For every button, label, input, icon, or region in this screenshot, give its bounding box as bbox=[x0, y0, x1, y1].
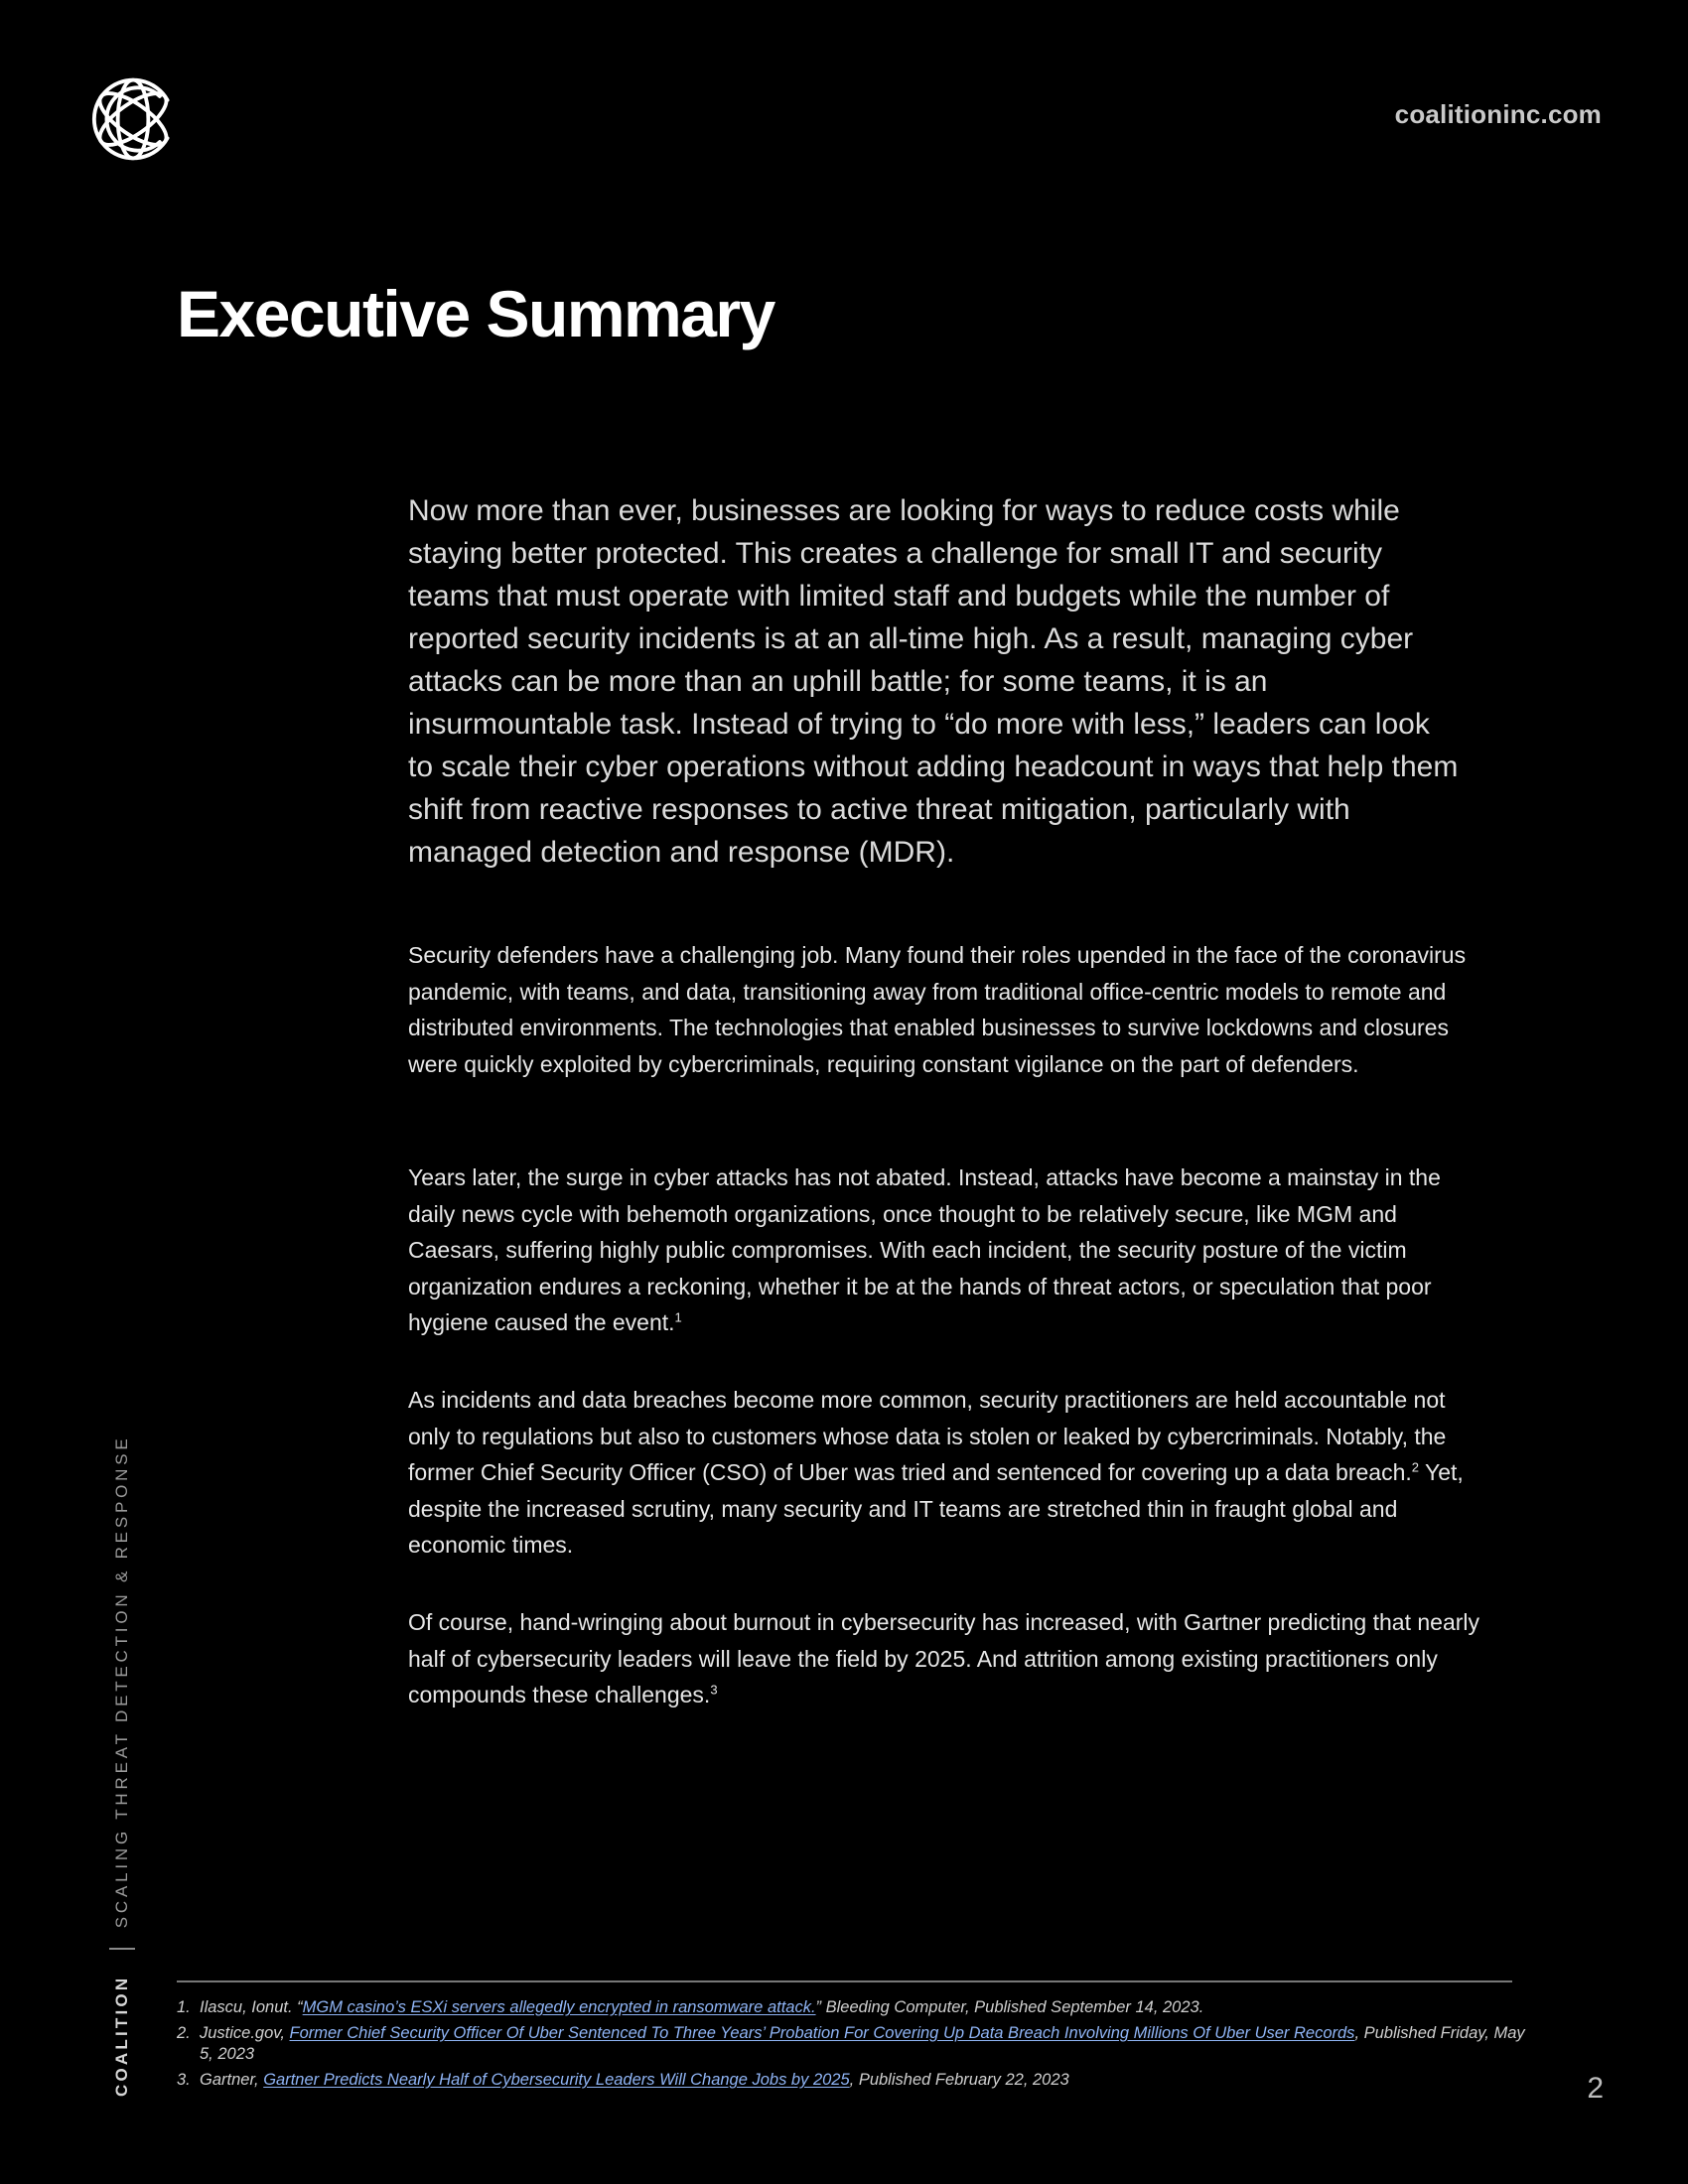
footnote-link-1[interactable]: MGM casino’s ESXi servers allegedly encrypted in ransomware attack. bbox=[302, 1998, 816, 2016]
footnote-number: 2. bbox=[177, 2024, 191, 2042]
footnote-link-3[interactable]: Gartner Predicts Nearly Half of Cybersecurity Leaders Will Change Jobs by 2025 bbox=[263, 2071, 850, 2089]
footnote-prefix: Gartner, bbox=[200, 2071, 264, 2089]
footnote-ref-3[interactable]: 3 bbox=[710, 1682, 718, 1698]
footnote-ref-1[interactable]: 1 bbox=[674, 1309, 682, 1325]
paragraph-text-continued: Yet, despite the increased scrutiny, many security and IT teams are stretched thin in fraught global and economic times. bbox=[408, 1459, 1464, 1558]
footnote-suffix: , Published February 22, 2023 bbox=[849, 2071, 1069, 2089]
side-label bbox=[109, 1435, 135, 2097]
paragraph-text: Of course, hand-wringing about burnout in cybersecurity has increased, with Gartner predicting that nearly half of cybersecurity leaders will leave the field by 2025. And attrition among existing practitioners only compounds these challenges. bbox=[408, 1609, 1480, 1707]
paragraph-text: As incidents and data breaches become more common, security practitioners are held accountable not only to regulations but also to customers whose data is stolen or leaked by cybercriminals. Notably, the former Chief Security Officer (CSO) of Uber was tried and sentenced for covering up a data breach. bbox=[408, 1387, 1447, 1485]
footnote-1 bbox=[177, 1997, 1527, 2018]
footnote-link-2[interactable]: Former Chief Security Officer Of Uber Sentenced To Three Years’ Probation For Covering Up Data Breach Involving Millions Of Uber User Records bbox=[289, 2024, 1355, 2042]
footnote-suffix: ” Bleeding Computer, Published September 14, 2023. bbox=[815, 1998, 1204, 2016]
body-paragraph-1 bbox=[408, 937, 1480, 1082]
footnote-prefix: Ilascu, Ionut. “ bbox=[200, 1998, 303, 2016]
paragraph-text: Years later, the surge in cyber attacks has not abated. Instead, attacks have become a mainstay in the daily news cycle with behemoth organizations, once thought to be relatively secure, like MGM and Caesars, suffering highly public compromises. With each incident, the security posture of the victim organization endures a reckoning, whether it be at the hands of threat actors, or speculation that poor hygiene caused the event. bbox=[408, 1164, 1441, 1335]
footnote-divider bbox=[177, 1980, 1512, 1982]
coalition-logo-icon bbox=[85, 71, 181, 167]
body-paragraph-4 bbox=[408, 1604, 1480, 1713]
footnote-number: 1. bbox=[177, 1998, 191, 2016]
footnote-2 bbox=[177, 2023, 1527, 2065]
paragraph-text: Security defenders have a challenging job. Many found their roles upended in the face of the coronavirus pandemic, with teams, and data, transitioning away from traditional office-centric models to remote and distributed environments. The technologies that enabled businesses to survive lockdowns and closures were quickly exploited by cybercriminals, requiring constant vigilance on the part of defenders. bbox=[408, 942, 1467, 1077]
footnote-number: 3. bbox=[177, 2071, 191, 2089]
side-subtitle: SCALING THREAT DETECTION & RESPONSE bbox=[112, 1434, 131, 1929]
lead-paragraph: Now more than ever, businesses are looking for ways to reduce costs while staying better protected. This creates a challenge for small IT and security teams that must operate with limited staff and budgets while the number of reported security incidents is at an all-time high. As a result, managing cyber attacks can be more than an uphill battle; for some teams, it is an insurmountable task. Instead of trying to “do more with less,” leaders can look to scale their cyber operations without adding headcount in ways that help them shift from reactive responses to active threat mitigation, particularly with managed detection and response (MDR). bbox=[408, 494, 1459, 869]
footnote-prefix: Justice.gov, bbox=[200, 2024, 290, 2042]
body-paragraph-2 bbox=[408, 1160, 1480, 1341]
page-number: 2 bbox=[1587, 2072, 1604, 2105]
body-paragraph-3 bbox=[408, 1382, 1480, 1564]
page-title: Executive Summary bbox=[177, 277, 774, 350]
footnote-ref-2[interactable]: 2 bbox=[1411, 1459, 1419, 1475]
footnote-suffix: , Published Friday, May 5, 2023 bbox=[200, 2024, 1525, 2063]
side-brand: COALITION bbox=[112, 1975, 131, 2097]
footnote-3 bbox=[177, 2070, 1527, 2091]
site-url[interactable]: coalitioninc.com bbox=[1394, 99, 1602, 129]
side-divider bbox=[109, 1948, 135, 1950]
footnotes-list bbox=[177, 1997, 1527, 2096]
